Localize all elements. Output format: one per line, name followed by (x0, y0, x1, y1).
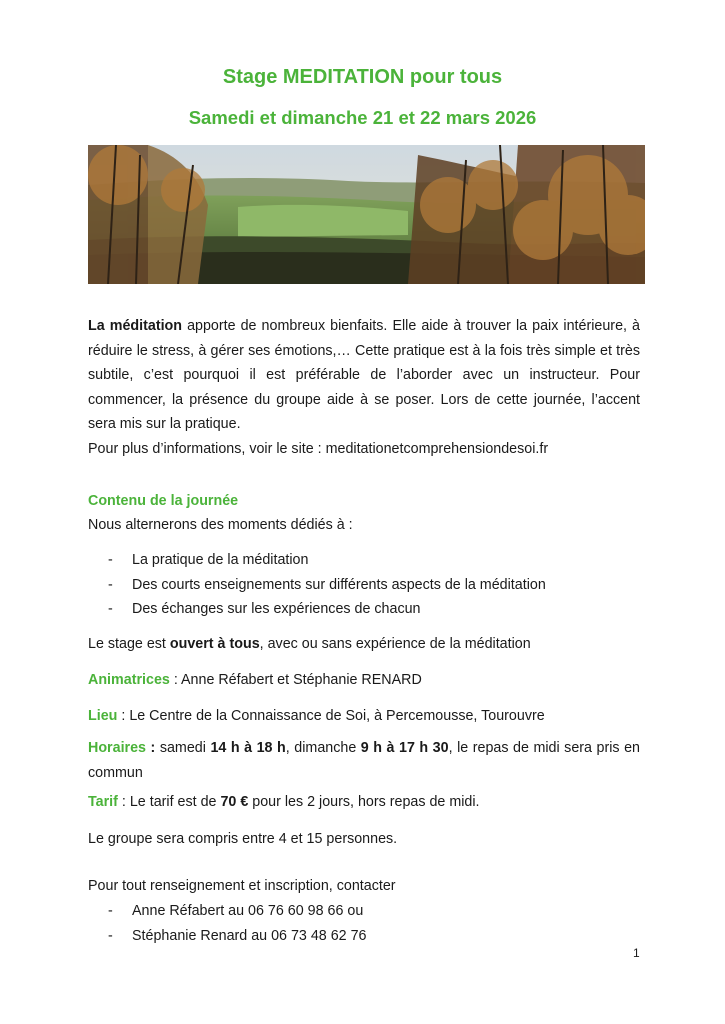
tarif-price: 70 € (220, 794, 249, 810)
horaires-saturday: 14 h à 18 h (210, 740, 286, 756)
contact-list (88, 899, 648, 948)
intro-lead: La méditation (88, 318, 183, 334)
content-list (88, 548, 648, 622)
tarif-text-2: pour les 2 jours, hors repas de midi. (248, 794, 480, 810)
tarif-sep: : (117, 794, 130, 810)
list-item: - Des courts enseignements sur différents aspects de la méditation (88, 573, 648, 598)
horaires-sunday: 9 h à 17 h 30 (360, 740, 449, 756)
info-line: Pour plus d’informations, voir le site : meditationetcomprehensiondesoi.fr (88, 440, 549, 457)
open-line (88, 632, 640, 657)
open-before: Le stage est (88, 636, 170, 652)
contact-item: - Stéphanie Renard au 06 73 48 62 76 (88, 924, 648, 949)
list-item: - Des échanges sur les expériences de chacun (88, 597, 648, 622)
content-heading: Contenu de la journée (88, 493, 239, 509)
horaires-sep: : (146, 740, 160, 756)
open-after: , avec ou sans expérience de la méditation (259, 636, 531, 652)
intro-paragraph (88, 314, 640, 461)
animatrices-label: Animatrices (88, 672, 170, 688)
lieu-sep: : (117, 708, 130, 724)
landscape-photo (88, 145, 645, 284)
contact-lead: Pour tout renseignement et inscription, contacter (88, 878, 396, 894)
contact-item: - Anne Réfabert au 06 76 60 98 66 ou (88, 899, 648, 924)
tarif-text-1: Le tarif est de (129, 794, 221, 810)
open-bold: ouvert à tous (169, 636, 260, 652)
horaires-text-2: , dimanche (285, 740, 361, 756)
lieu-value: Le Centre de la Connaissance de Soi, à Percemousse, Tourouvre (129, 708, 545, 724)
content-lead: Nous alternerons des moments dédiés à : (88, 517, 353, 533)
horaires-text-1: samedi (159, 740, 211, 756)
page-number: 1 (633, 946, 640, 960)
horaires-label: Horaires (88, 740, 147, 756)
horaires-line (88, 736, 640, 785)
lieu-line (88, 704, 640, 729)
lieu-label: Lieu (88, 708, 118, 724)
page-title: Stage MEDITATION pour tous (222, 66, 503, 88)
horaires-text-3: , le repas de midi sera pris en commun (88, 740, 640, 781)
list-item: - La pratique de la méditation (88, 548, 648, 573)
group-size-line: Le groupe sera compris entre 4 et 15 personnes. (88, 831, 398, 847)
tarif-label: Tarif (88, 794, 118, 810)
animatrices-sep: : (169, 672, 181, 688)
tarif-line (88, 790, 640, 815)
event-date: Samedi et dimanche 21 et 22 mars 2026 (188, 107, 537, 128)
animatrices-value: Anne Réfabert et Stéphanie RENARD (181, 672, 422, 688)
animatrices-line (88, 668, 640, 693)
intro-text: apporte de nombreux bienfaits. Elle aide à trouver la paix intérieure, à réduire le stress, à gérer ses émotions,… Cette pratique est à la fois très simple et très subtile, c’est pourquoi il est préférable de l’aborder avec un instructeur. Pour commencer, la présence du groupe aide à se poser. Lors de cette journée, l’accent sera mis sur la pratique. (88, 318, 640, 432)
landscape-illustration (88, 145, 645, 284)
